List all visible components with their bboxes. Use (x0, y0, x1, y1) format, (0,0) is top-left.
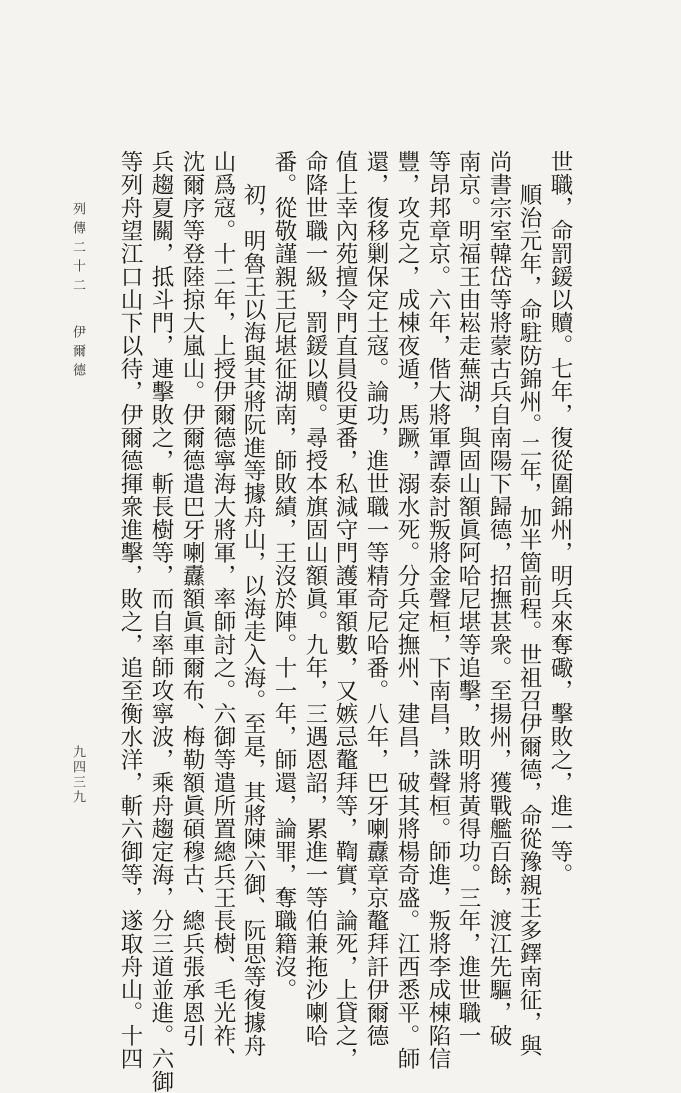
text-column: 沈爾序等登陸掠大嵐山。伊爾德遣巴牙喇纛額眞車爾布、梅勒額眞碩穆古、總兵張承恩引 (179, 150, 205, 1047)
text-column: 尚書宗室韓岱等將蒙古兵自南陽下歸德，招撫甚衆。至揚州，獲戰艦百餘，渡江先驅，破 (486, 150, 512, 1047)
biography-name-label: 伊爾德 (70, 325, 85, 382)
chapter-label: 列傳二十二 (70, 202, 85, 297)
text-column: 兵趨夏關，抵斗門，連擊敗之，斬長樹等，而自率師攻寧波，乘舟趨定海，分三道並進。六御 (148, 150, 174, 1093)
text-column: 等昂邦章京。六年，偕大將軍譚泰討叛將金聲桓，下南昌，誅聲桓。師進，叛將李成棟陷信 (425, 150, 451, 1070)
text-column: 值上幸內苑擅令門直員役更番，私減守門護軍額數，又嫉忌鼇拜等，鞫實，論死，上貸之， (332, 150, 358, 1070)
text-column: 山爲寇。十二年，上授伊爾德寧海大將軍，率師討之。六御等遣所置總兵王長樹、毛光祚、 (210, 150, 236, 1070)
text-column: 番。從敬謹親王尼堪征湖南，師敗績，王沒於陣。十一年，師還，論罪，奪職籍沒。 (271, 150, 297, 1001)
text-column: 南京。明福王由崧走蕪湖，與固山額眞阿哈尼堪等追擊，敗明將黃得功。三年，進世職一 (455, 150, 481, 1047)
text-column: 順治元年，命駐防錦州。二年，加半箇前程。世祖召伊爾德，命從豫親王多鐸南征，與 (516, 183, 542, 1057)
page-number: 九四三九 (70, 745, 85, 805)
text-column: 豐，攻克之，成棟夜遁，馬蹶，溺水死。分兵定撫州、建昌，破其將楊奇盛。江西悉平。師 (394, 150, 420, 1070)
text-column: 初，明魯王以海與其將阮進等據舟山，以海走入海。至是，其將陳六御、阮思等復據舟 (240, 183, 266, 1057)
text-column: 世職，命罰鍰以贖。七年，復從圍錦州，明兵來奪礮，擊敗之，進一等。 (547, 150, 573, 886)
text-column: 還，復移剿保定土寇。論功，進世職一等精奇尼哈番。八年，巴牙喇纛章京鼇拜訐伊爾德 (363, 150, 389, 1047)
text-column: 等列舟望江口山下以待，伊爾德揮衆進擊，敗之，追至衡水洋，斬六御等，遂取舟山。十四 (117, 150, 143, 1070)
text-column: 命降世職一級，罰鍰以贖。尋授本旗固山額眞。九年，三遇恩詔，累進一等伯兼拖沙喇哈 (302, 150, 328, 1047)
